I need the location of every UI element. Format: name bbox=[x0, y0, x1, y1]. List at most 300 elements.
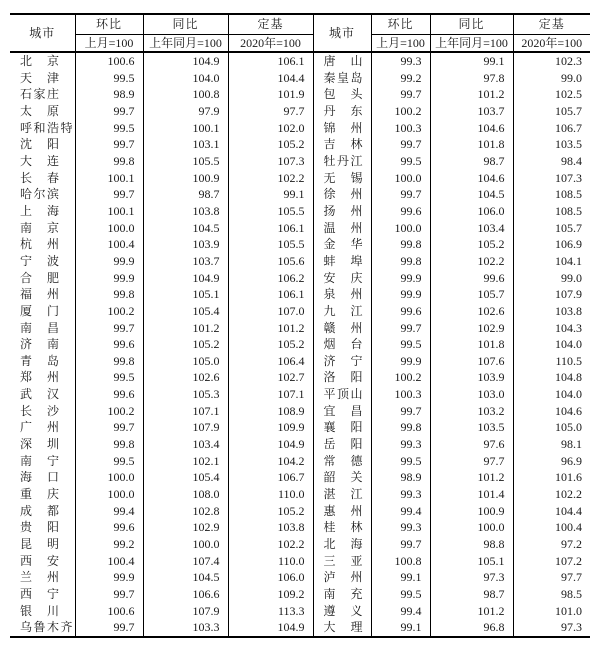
yoy-value-cell: 103.8 bbox=[143, 203, 228, 220]
mom-value-cell: 99.5 bbox=[75, 453, 143, 470]
city-cell bbox=[313, 453, 371, 470]
mom-value-cell: 99.7 bbox=[75, 619, 143, 637]
table-row bbox=[10, 419, 590, 436]
city-cell bbox=[313, 136, 371, 153]
base-value-cell: 107.1 bbox=[228, 386, 313, 403]
city-cell bbox=[313, 553, 371, 570]
city-price-index-table bbox=[10, 13, 590, 638]
subheader-base-left: 2020年=100 bbox=[228, 35, 313, 53]
yoy-value-cell: 102.1 bbox=[143, 453, 228, 470]
base-value-cell: 98.4 bbox=[513, 153, 590, 170]
city-name: 南 充 bbox=[323, 587, 365, 601]
city-cell bbox=[313, 503, 371, 520]
city-name: 北 海 bbox=[323, 537, 365, 552]
city-cell bbox=[313, 86, 371, 103]
base-value-cell: 101.0 bbox=[513, 603, 590, 620]
yoy-value-cell: 103.2 bbox=[430, 403, 513, 420]
yoy-value-cell: 97.9 bbox=[143, 103, 228, 120]
mom-value-cell: 99.2 bbox=[75, 536, 143, 553]
base-value-cell: 107.2 bbox=[513, 553, 590, 570]
mom-value-cell: 100.8 bbox=[371, 553, 430, 570]
city-cell bbox=[10, 220, 75, 237]
header-row-labels bbox=[10, 14, 590, 35]
yoy-value-cell: 103.9 bbox=[143, 236, 228, 253]
city-cell bbox=[313, 236, 371, 253]
yoy-value-cell: 105.5 bbox=[143, 153, 228, 170]
mom-value-cell: 99.9 bbox=[371, 270, 430, 287]
city-cell bbox=[313, 120, 371, 137]
yoy-value-cell: 98.7 bbox=[430, 586, 513, 603]
mom-value-cell: 100.2 bbox=[75, 403, 143, 420]
yoy-value-cell: 108.0 bbox=[143, 486, 228, 503]
city-cell bbox=[10, 519, 75, 536]
city-name: 海 口 bbox=[20, 470, 61, 485]
city-name: 赣 州 bbox=[323, 320, 365, 335]
base-value-cell: 104.4 bbox=[228, 70, 313, 87]
table-row bbox=[10, 536, 590, 553]
mom-value-cell: 99.5 bbox=[371, 153, 430, 170]
city-name: 济 南 bbox=[20, 337, 61, 352]
mom-value-cell: 99.3 bbox=[371, 486, 430, 503]
base-value-cell: 105.5 bbox=[228, 203, 313, 220]
base-value-cell: 104.6 bbox=[513, 403, 590, 420]
city-name: 无 锡 bbox=[323, 170, 365, 185]
city-name: 泸 州 bbox=[323, 570, 365, 585]
city-name: 泉 州 bbox=[323, 287, 365, 302]
col-header-yoy-left: 同比 bbox=[143, 14, 228, 35]
city-name: 牡丹江 bbox=[323, 153, 365, 168]
yoy-value-cell: 101.4 bbox=[430, 486, 513, 503]
table-row bbox=[10, 469, 590, 486]
city-cell bbox=[313, 103, 371, 120]
mom-value-cell: 99.3 bbox=[371, 519, 430, 536]
city-name: 安 庆 bbox=[323, 270, 365, 285]
city-name: 唐 山 bbox=[323, 54, 365, 68]
base-value-cell: 108.5 bbox=[513, 186, 590, 203]
yoy-value-cell: 100.0 bbox=[143, 536, 228, 553]
yoy-value-cell: 97.6 bbox=[430, 436, 513, 453]
mom-value-cell: 100.2 bbox=[371, 369, 430, 386]
city-cell bbox=[313, 320, 371, 337]
base-value-cell: 106.1 bbox=[228, 220, 313, 237]
mom-value-cell: 99.7 bbox=[75, 136, 143, 153]
mom-value-cell: 100.3 bbox=[371, 120, 430, 137]
table-row bbox=[10, 619, 590, 637]
base-value-cell: 105.0 bbox=[513, 419, 590, 436]
mom-value-cell: 99.7 bbox=[371, 86, 430, 103]
subheader-yoy-right: 上年同月=100 bbox=[430, 35, 513, 53]
city-name: 南 昌 bbox=[20, 320, 61, 335]
city-name: 哈尔滨 bbox=[20, 187, 61, 202]
base-value-cell: 106.9 bbox=[513, 236, 590, 253]
yoy-value-cell: 102.8 bbox=[143, 503, 228, 520]
city-name: 武 汉 bbox=[20, 387, 61, 402]
yoy-value-cell: 107.4 bbox=[143, 553, 228, 570]
base-value-cell: 110.0 bbox=[228, 553, 313, 570]
city-name: 金 华 bbox=[323, 237, 365, 252]
city-cell bbox=[10, 453, 75, 470]
mom-value-cell: 99.4 bbox=[371, 603, 430, 620]
mom-value-cell: 100.6 bbox=[75, 52, 143, 70]
mom-value-cell: 100.1 bbox=[75, 170, 143, 187]
table-row bbox=[10, 52, 590, 70]
city-name: 桂 林 bbox=[323, 520, 365, 535]
mom-value-cell: 99.7 bbox=[75, 586, 143, 603]
city-name: 秦皇岛 bbox=[323, 70, 365, 85]
mom-value-cell: 98.9 bbox=[371, 469, 430, 486]
yoy-value-cell: 104.9 bbox=[143, 270, 228, 287]
table-row bbox=[10, 70, 590, 87]
city-cell bbox=[313, 186, 371, 203]
city-cell bbox=[10, 353, 75, 370]
yoy-value-cell: 103.4 bbox=[430, 220, 513, 237]
city-name: 西 安 bbox=[20, 553, 61, 568]
mom-value-cell: 99.6 bbox=[75, 386, 143, 403]
col-header-city-left: 城市 bbox=[29, 25, 56, 40]
yoy-value-cell: 107.6 bbox=[430, 353, 513, 370]
city-name: 乌鲁木齐 bbox=[20, 620, 75, 635]
mom-value-cell: 99.5 bbox=[371, 336, 430, 353]
base-value-cell: 98.1 bbox=[513, 436, 590, 453]
mom-value-cell: 100.0 bbox=[371, 220, 430, 237]
city-name: 大 理 bbox=[323, 620, 365, 635]
city-name: 深 圳 bbox=[20, 437, 61, 452]
yoy-value-cell: 101.2 bbox=[430, 469, 513, 486]
city-cell bbox=[10, 186, 75, 203]
table-row bbox=[10, 586, 590, 603]
base-value-cell: 97.7 bbox=[513, 569, 590, 586]
mom-value-cell: 99.6 bbox=[371, 203, 430, 220]
city-cell bbox=[313, 153, 371, 170]
city-cell bbox=[313, 170, 371, 187]
base-value-cell: 105.6 bbox=[228, 253, 313, 270]
city-cell bbox=[10, 586, 75, 603]
base-value-cell: 101.9 bbox=[228, 86, 313, 103]
base-value-cell: 106.2 bbox=[228, 270, 313, 287]
base-value-cell: 104.0 bbox=[513, 386, 590, 403]
table-row bbox=[10, 603, 590, 620]
base-value-cell: 102.3 bbox=[513, 52, 590, 70]
yoy-value-cell: 105.4 bbox=[143, 303, 228, 320]
table-row bbox=[10, 203, 590, 220]
yoy-value-cell: 102.6 bbox=[143, 369, 228, 386]
base-value-cell: 102.7 bbox=[228, 369, 313, 386]
city-name: 烟 台 bbox=[323, 337, 365, 352]
city-cell bbox=[10, 70, 75, 87]
city-cell bbox=[10, 536, 75, 553]
base-value-cell: 104.0 bbox=[513, 336, 590, 353]
subheader-mom-right: 上月=100 bbox=[371, 35, 430, 53]
base-value-cell: 99.0 bbox=[513, 270, 590, 287]
mom-value-cell: 99.6 bbox=[75, 519, 143, 536]
base-value-cell: 104.1 bbox=[513, 253, 590, 270]
city-cell bbox=[313, 52, 371, 70]
city-name: 上 海 bbox=[20, 203, 61, 218]
table-body bbox=[10, 52, 590, 637]
city-cell bbox=[10, 436, 75, 453]
base-value-cell: 108.5 bbox=[513, 203, 590, 220]
mom-value-cell: 99.8 bbox=[75, 353, 143, 370]
city-name: 韶 关 bbox=[323, 470, 365, 485]
header-row-base-periods bbox=[10, 35, 590, 53]
yoy-value-cell: 96.8 bbox=[430, 619, 513, 637]
col-header-mom-right: 环比 bbox=[371, 14, 430, 35]
base-value-cell: 97.2 bbox=[513, 536, 590, 553]
mom-value-cell: 99.8 bbox=[75, 153, 143, 170]
yoy-value-cell: 103.7 bbox=[143, 253, 228, 270]
mom-value-cell: 99.9 bbox=[75, 270, 143, 287]
yoy-value-cell: 103.5 bbox=[430, 419, 513, 436]
table-row bbox=[10, 336, 590, 353]
yoy-value-cell: 103.0 bbox=[430, 386, 513, 403]
col-header-mom-left: 环比 bbox=[75, 14, 143, 35]
city-cell bbox=[313, 419, 371, 436]
base-value-cell: 102.0 bbox=[228, 120, 313, 137]
table-row bbox=[10, 170, 590, 187]
base-value-cell: 101.2 bbox=[228, 320, 313, 337]
mom-value-cell: 99.5 bbox=[75, 369, 143, 386]
yoy-value-cell: 104.9 bbox=[143, 52, 228, 70]
city-cell bbox=[10, 303, 75, 320]
yoy-value-cell: 103.1 bbox=[143, 136, 228, 153]
mom-value-cell: 100.0 bbox=[75, 486, 143, 503]
yoy-value-cell: 99.1 bbox=[430, 52, 513, 70]
mom-value-cell: 99.8 bbox=[371, 236, 430, 253]
city-cell bbox=[313, 403, 371, 420]
base-value-cell: 106.7 bbox=[513, 120, 590, 137]
base-value-cell: 102.2 bbox=[513, 486, 590, 503]
table-row bbox=[10, 436, 590, 453]
subheader-mom-left: 上月=100 bbox=[75, 35, 143, 53]
base-value-cell: 104.4 bbox=[513, 503, 590, 520]
city-name: 包 头 bbox=[323, 87, 365, 102]
city-name: 石家庄 bbox=[20, 87, 61, 102]
base-value-cell: 106.1 bbox=[228, 52, 313, 70]
city-name: 锦 州 bbox=[323, 120, 365, 135]
mom-value-cell: 99.7 bbox=[75, 419, 143, 436]
yoy-value-cell: 102.9 bbox=[143, 519, 228, 536]
city-cell bbox=[10, 336, 75, 353]
city-name: 兰 州 bbox=[20, 570, 61, 585]
yoy-value-cell: 107.1 bbox=[143, 403, 228, 420]
city-cell bbox=[313, 486, 371, 503]
base-value-cell: 103.8 bbox=[228, 519, 313, 536]
base-value-cell: 106.7 bbox=[228, 469, 313, 486]
col-header-city-right: 城市 bbox=[313, 14, 371, 52]
table-row bbox=[10, 253, 590, 270]
city-name: 昆 明 bbox=[20, 537, 61, 552]
yoy-value-cell: 106.0 bbox=[430, 203, 513, 220]
city-name: 丹 东 bbox=[323, 103, 365, 118]
mom-value-cell: 99.9 bbox=[75, 253, 143, 270]
mom-value-cell: 99.6 bbox=[371, 303, 430, 320]
city-name: 呼和浩特 bbox=[20, 120, 75, 135]
city-cell bbox=[313, 603, 371, 620]
mom-value-cell: 99.5 bbox=[75, 120, 143, 137]
city-cell bbox=[313, 519, 371, 536]
city-cell bbox=[313, 619, 371, 637]
table-row bbox=[10, 320, 590, 337]
city-cell bbox=[10, 253, 75, 270]
mom-value-cell: 99.9 bbox=[371, 353, 430, 370]
city-name: 郑 州 bbox=[20, 370, 61, 385]
mom-value-cell: 99.1 bbox=[371, 619, 430, 637]
yoy-value-cell: 103.3 bbox=[143, 619, 228, 637]
city-cell bbox=[313, 253, 371, 270]
city-cell bbox=[10, 619, 75, 637]
city-cell bbox=[10, 153, 75, 170]
mom-value-cell: 100.2 bbox=[75, 303, 143, 320]
city-name: 平顶山 bbox=[323, 387, 365, 402]
table-row bbox=[10, 286, 590, 303]
yoy-value-cell: 100.9 bbox=[430, 503, 513, 520]
city-cell bbox=[10, 386, 75, 403]
city-cell bbox=[10, 486, 75, 503]
mom-value-cell: 99.7 bbox=[75, 103, 143, 120]
mom-value-cell: 100.0 bbox=[371, 170, 430, 187]
city-name: 三 亚 bbox=[323, 553, 365, 568]
city-name: 宜 昌 bbox=[323, 403, 365, 418]
table-row bbox=[10, 486, 590, 503]
yoy-value-cell: 104.5 bbox=[143, 569, 228, 586]
city-cell bbox=[10, 553, 75, 570]
city-cell bbox=[10, 419, 75, 436]
mom-value-cell: 99.3 bbox=[371, 436, 430, 453]
mom-value-cell: 99.5 bbox=[371, 453, 430, 470]
base-value-cell: 103.8 bbox=[513, 303, 590, 320]
yoy-value-cell: 103.9 bbox=[430, 369, 513, 386]
yoy-value-cell: 104.0 bbox=[143, 70, 228, 87]
base-value-cell: 97.7 bbox=[228, 103, 313, 120]
table-row bbox=[10, 303, 590, 320]
base-value-cell: 109.2 bbox=[228, 586, 313, 603]
mom-value-cell: 99.7 bbox=[75, 186, 143, 203]
table-row bbox=[10, 120, 590, 137]
city-name: 北 京 bbox=[20, 54, 61, 68]
mom-value-cell: 99.6 bbox=[75, 336, 143, 353]
yoy-value-cell: 105.4 bbox=[143, 469, 228, 486]
city-cell bbox=[10, 170, 75, 187]
col-header-base-right: 定基 bbox=[513, 14, 590, 35]
mom-value-cell: 100.0 bbox=[75, 469, 143, 486]
mom-value-cell: 100.4 bbox=[75, 236, 143, 253]
mom-value-cell: 99.7 bbox=[371, 320, 430, 337]
table-row bbox=[10, 386, 590, 403]
city-name: 南 京 bbox=[20, 220, 61, 235]
city-cell bbox=[313, 203, 371, 220]
city-name: 宁 波 bbox=[20, 253, 61, 268]
mom-value-cell: 99.8 bbox=[75, 436, 143, 453]
base-value-cell: 102.5 bbox=[513, 86, 590, 103]
city-name: 重 庆 bbox=[20, 487, 61, 502]
yoy-value-cell: 101.8 bbox=[430, 136, 513, 153]
base-value-cell: 102.2 bbox=[228, 170, 313, 187]
mom-value-cell: 100.6 bbox=[75, 603, 143, 620]
yoy-value-cell: 107.9 bbox=[143, 419, 228, 436]
yoy-value-cell: 101.2 bbox=[143, 320, 228, 337]
table-row bbox=[10, 153, 590, 170]
city-name: 长 春 bbox=[20, 170, 61, 185]
city-name: 西 宁 bbox=[20, 587, 61, 601]
mom-value-cell: 100.4 bbox=[75, 553, 143, 570]
mom-value-cell: 99.5 bbox=[75, 70, 143, 87]
yoy-value-cell: 97.3 bbox=[430, 569, 513, 586]
city-name: 广 州 bbox=[20, 420, 61, 435]
table-row bbox=[10, 369, 590, 386]
base-value-cell: 113.3 bbox=[228, 603, 313, 620]
yoy-value-cell: 104.6 bbox=[430, 170, 513, 187]
base-value-cell: 105.7 bbox=[513, 220, 590, 237]
city-cell bbox=[313, 270, 371, 287]
table-row bbox=[10, 103, 590, 120]
city-name: 济 宁 bbox=[323, 353, 365, 368]
city-cell bbox=[313, 303, 371, 320]
table-row bbox=[10, 519, 590, 536]
base-value-cell: 105.2 bbox=[228, 136, 313, 153]
base-value-cell: 106.1 bbox=[228, 286, 313, 303]
base-value-cell: 98.5 bbox=[513, 586, 590, 603]
city-cell bbox=[313, 336, 371, 353]
yoy-value-cell: 105.2 bbox=[430, 236, 513, 253]
city-cell bbox=[10, 120, 75, 137]
city-name: 厦 门 bbox=[20, 303, 61, 318]
city-name: 天 津 bbox=[20, 70, 61, 85]
yoy-value-cell: 102.9 bbox=[430, 320, 513, 337]
yoy-value-cell: 102.2 bbox=[430, 253, 513, 270]
subheader-base-right: 2020年=100 bbox=[513, 35, 590, 53]
city-name: 青 岛 bbox=[20, 353, 61, 368]
city-cell bbox=[313, 353, 371, 370]
yoy-value-cell: 101.2 bbox=[430, 86, 513, 103]
table-row bbox=[10, 453, 590, 470]
table-row bbox=[10, 220, 590, 237]
mom-value-cell: 99.1 bbox=[371, 569, 430, 586]
mom-value-cell: 99.3 bbox=[371, 52, 430, 70]
city-cell bbox=[313, 286, 371, 303]
city-name: 沈 阳 bbox=[20, 137, 61, 152]
yoy-value-cell: 100.8 bbox=[143, 86, 228, 103]
yoy-value-cell: 105.2 bbox=[143, 336, 228, 353]
city-cell bbox=[313, 569, 371, 586]
base-value-cell: 108.9 bbox=[228, 403, 313, 420]
city-name: 太 原 bbox=[20, 103, 61, 118]
base-value-cell: 96.9 bbox=[513, 453, 590, 470]
city-name: 襄 阳 bbox=[323, 420, 365, 435]
city-name: 徐 州 bbox=[323, 187, 365, 202]
city-cell bbox=[10, 503, 75, 520]
base-value-cell: 105.7 bbox=[513, 103, 590, 120]
city-name: 扬 州 bbox=[323, 203, 365, 218]
yoy-value-cell: 104.5 bbox=[143, 220, 228, 237]
base-value-cell: 106.4 bbox=[228, 353, 313, 370]
city-cell bbox=[313, 70, 371, 87]
table-row bbox=[10, 353, 590, 370]
city-cell bbox=[10, 203, 75, 220]
col-header-base-left: 定基 bbox=[228, 14, 313, 35]
base-value-cell: 104.8 bbox=[513, 369, 590, 386]
base-value-cell: 107.3 bbox=[513, 170, 590, 187]
base-value-cell: 103.5 bbox=[513, 136, 590, 153]
yoy-value-cell: 105.1 bbox=[430, 553, 513, 570]
table-row bbox=[10, 136, 590, 153]
base-value-cell: 105.2 bbox=[228, 336, 313, 353]
city-cell bbox=[10, 603, 75, 620]
yoy-value-cell: 105.1 bbox=[143, 286, 228, 303]
mom-value-cell: 100.0 bbox=[75, 220, 143, 237]
city-cell bbox=[313, 386, 371, 403]
mom-value-cell: 99.7 bbox=[75, 320, 143, 337]
city-cell bbox=[10, 270, 75, 287]
